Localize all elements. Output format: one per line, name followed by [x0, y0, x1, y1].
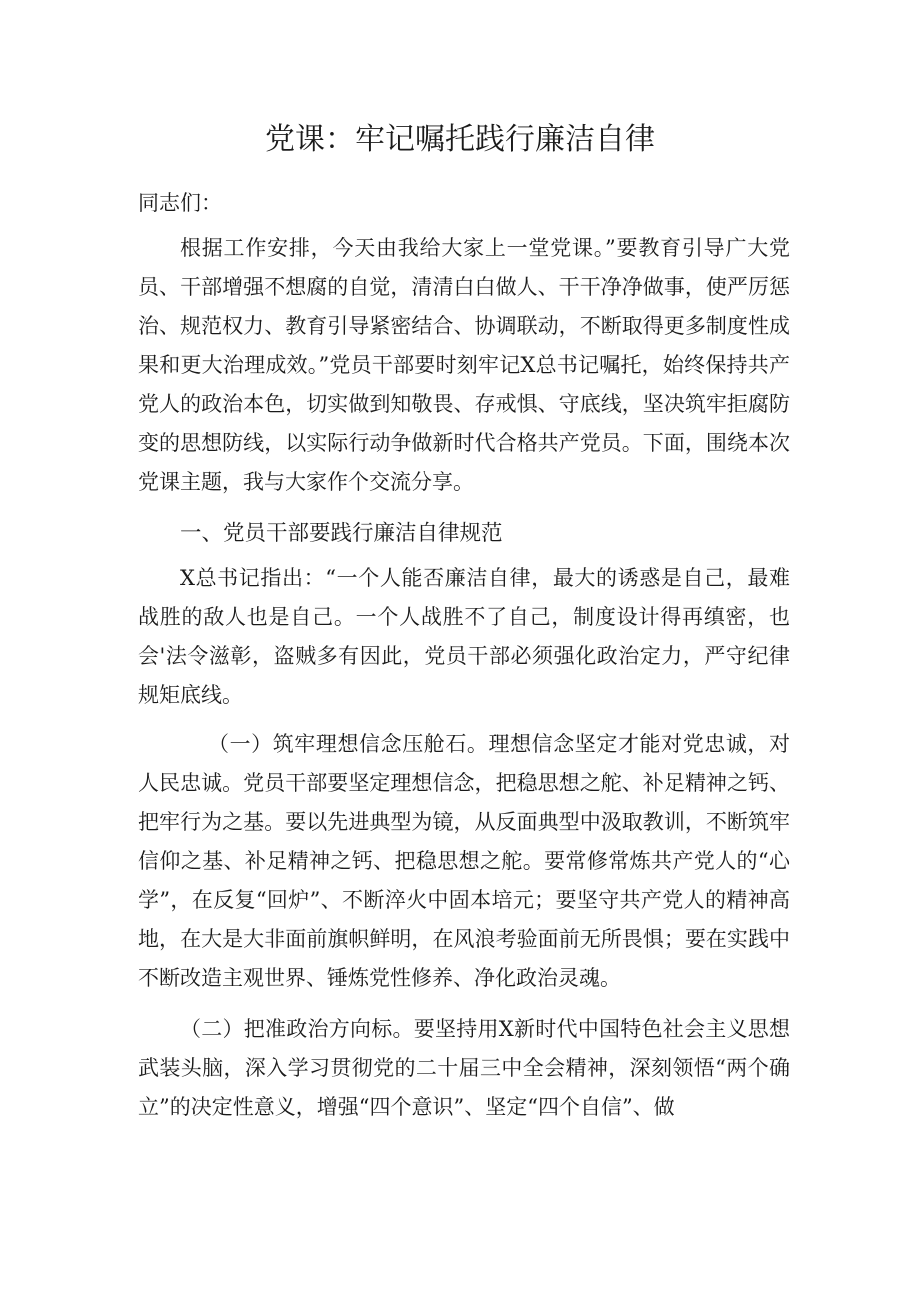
document-title: 党课：牢记嘱托践行廉洁自律	[265, 122, 655, 157]
intro-paragraph: 根据工作安排，今天由我给大家上一堂党课。”要教育引导广大党员、干部增强不想腐的自觉，清清白白做人、干干净净做事，使严厉惩治、规范权力、教育引导紧密结合、协调联动，不断取得更多制度性成果和更大治理成效。”党员干部要时刻牢记X总书记嘱托，始终保持共产党人的政治本色，切实做到知敬畏、存戒惧、守底线，坚决筑牢拒腐防变的思想防线，以实际行动争做新时代合格共产党员。下面，围绕本次党课主题，我与大家作个交流分享。	[138, 236, 790, 494]
section-heading-1: 一、党员干部要践行廉洁自律规范	[180, 521, 503, 546]
subsection-1-paragraph: （一）筑牢理想信念压舱石。理想信念坚定才能对党忠诚，对人民忠诚。党员干部要坚定理想信念，把稳思想之舵、补足精神之钙、把牢行为之基。要以先进典型为镜，从反面典型中汲取教训，不断筑牢信仰之基、补足精神之钙、把稳思想之舵。要常修常炼共产党人的“心学”，在反复“回炉”、不断淬火中固本培元；要坚守共产党人的精神高地，在大是大非面前旗帜鲜明，在风浪考验面前无所畏惧；要在实践中不断改造主观世界、锤炼党性修养、净化政治灵魂。	[138, 732, 790, 990]
subsection-2-paragraph: （二）把准政治方向标。要坚持用X新时代中国特色社会主义思想武装头脑，深入学习贯彻党的二十届三中全会精神，深刻领悟“两个确立”的决定性意义，增强“四个意识”、坚定“四个自信”、做	[138, 1017, 790, 1119]
section-1-paragraph: X总书记指出：“一个人能否廉洁自律，最大的诱惑是自己，最难战胜的敌人也是自己。一个人战胜不了自己，制度设计得再缜密，也会'法令滋彰，盗贼多有因此，党员干部必须强化政治定力，严守纪律规矩底线。	[138, 566, 790, 707]
salutation: 同志们：	[138, 191, 222, 215]
document-body	[138, 184, 790, 1127]
